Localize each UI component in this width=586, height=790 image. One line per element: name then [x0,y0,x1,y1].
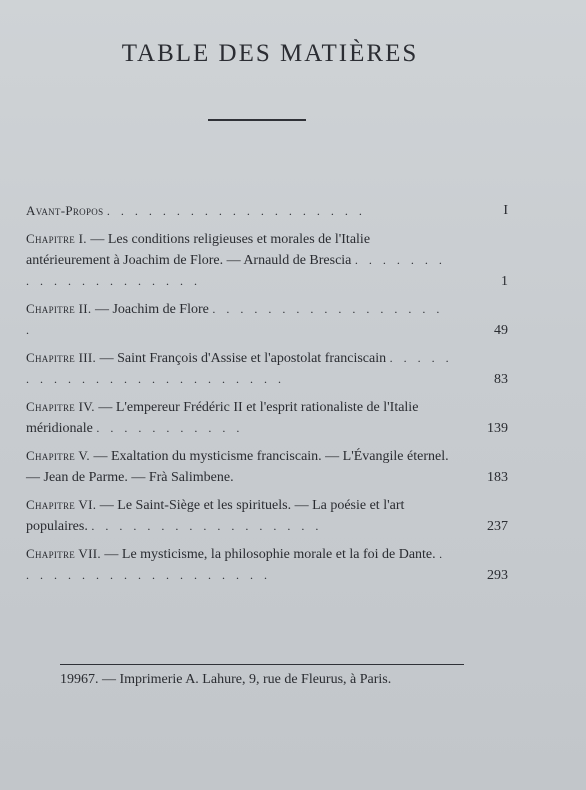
entry-text: — Le mysticisme, la philosophie morale et la foi de Dante. [100,547,436,562]
entry-label: Avant-Propos [26,203,104,218]
toc-entry-chapitre-3 [26,347,508,390]
entry-label: Chapitre VI. [26,497,97,512]
printer-imprint: 19967. — Imprimerie A. Lahure, 9, rue de Fleurus, à Paris. [60,672,392,687]
leader-dots: . . . . . . . . . . . . . . . . . . . [106,204,366,218]
toc-entry-chapitre-4 [26,396,508,439]
toc-entry-chapitre-2 [26,298,508,341]
entry-label: Chapitre VII. [26,546,101,561]
leader-dots: . . . . . . . . . . . . . . . . . . . . . . . . [26,351,453,386]
leader-dots: . . . . . . . . . . . . . . . . . . [26,302,444,337]
entry-page-number: 1 [501,274,508,289]
entry-page-number: 237 [487,519,508,534]
entry-label: Chapitre V. [26,448,90,463]
entry-text: — Les conditions religieuses et morales de l'Italie antérieurement à Joachim de Flore. — Arnauld de Brescia [26,232,371,268]
footer-divider [60,664,464,665]
entry-page-number: 49 [494,323,508,338]
leader-dots: . . . . . . . . . . . . . . . . . [91,519,323,533]
entry-page-number: 83 [494,372,508,387]
entry-text: — L'empereur Frédéric II et l'esprit rationaliste de l'Italie méridionale [26,400,419,436]
entry-text: — Joachim de Flore [91,302,209,317]
entry-page-number: 183 [487,470,508,485]
leader-dots: . . . . . . . . . . . . . . . . . . . . [26,253,446,288]
entry-label: Chapitre I. [26,231,87,246]
toc-entry-chapitre-6 [26,494,508,537]
toc-entry-chapitre-7 [26,543,508,586]
title-divider [208,119,306,121]
page-title: TABLE DES MATIÈRES [121,40,419,67]
toc-entry-avant-propos [26,200,508,222]
entry-page-number: 139 [487,421,508,436]
leader-dots: . . . . . . . . . . . . . . . . . . . [26,547,447,582]
entry-page-number: 293 [487,568,508,583]
entry-label: Chapitre III. [26,350,97,365]
toc-entry-chapitre-1 [26,228,508,292]
entry-page-number: I [503,203,508,218]
entry-text: — Saint François d'Assise et l'apostolat franciscain [96,351,387,366]
entry-text: — Le Saint-Siège et les spirituels. — La poésie et l'art populaires. [26,498,405,534]
entry-label: Chapitre IV. [26,399,95,414]
entry-text: — Exaltation du mysticisme franciscain. — L'Évangile éternel. — Jean de Parme. — Frà Salimbene. [26,449,449,485]
table-of-contents [26,200,508,592]
leader-dots: . . . . . . . . . . . [96,421,244,435]
entry-label: Chapitre II. [26,301,92,316]
toc-entry-chapitre-5 [26,445,508,488]
